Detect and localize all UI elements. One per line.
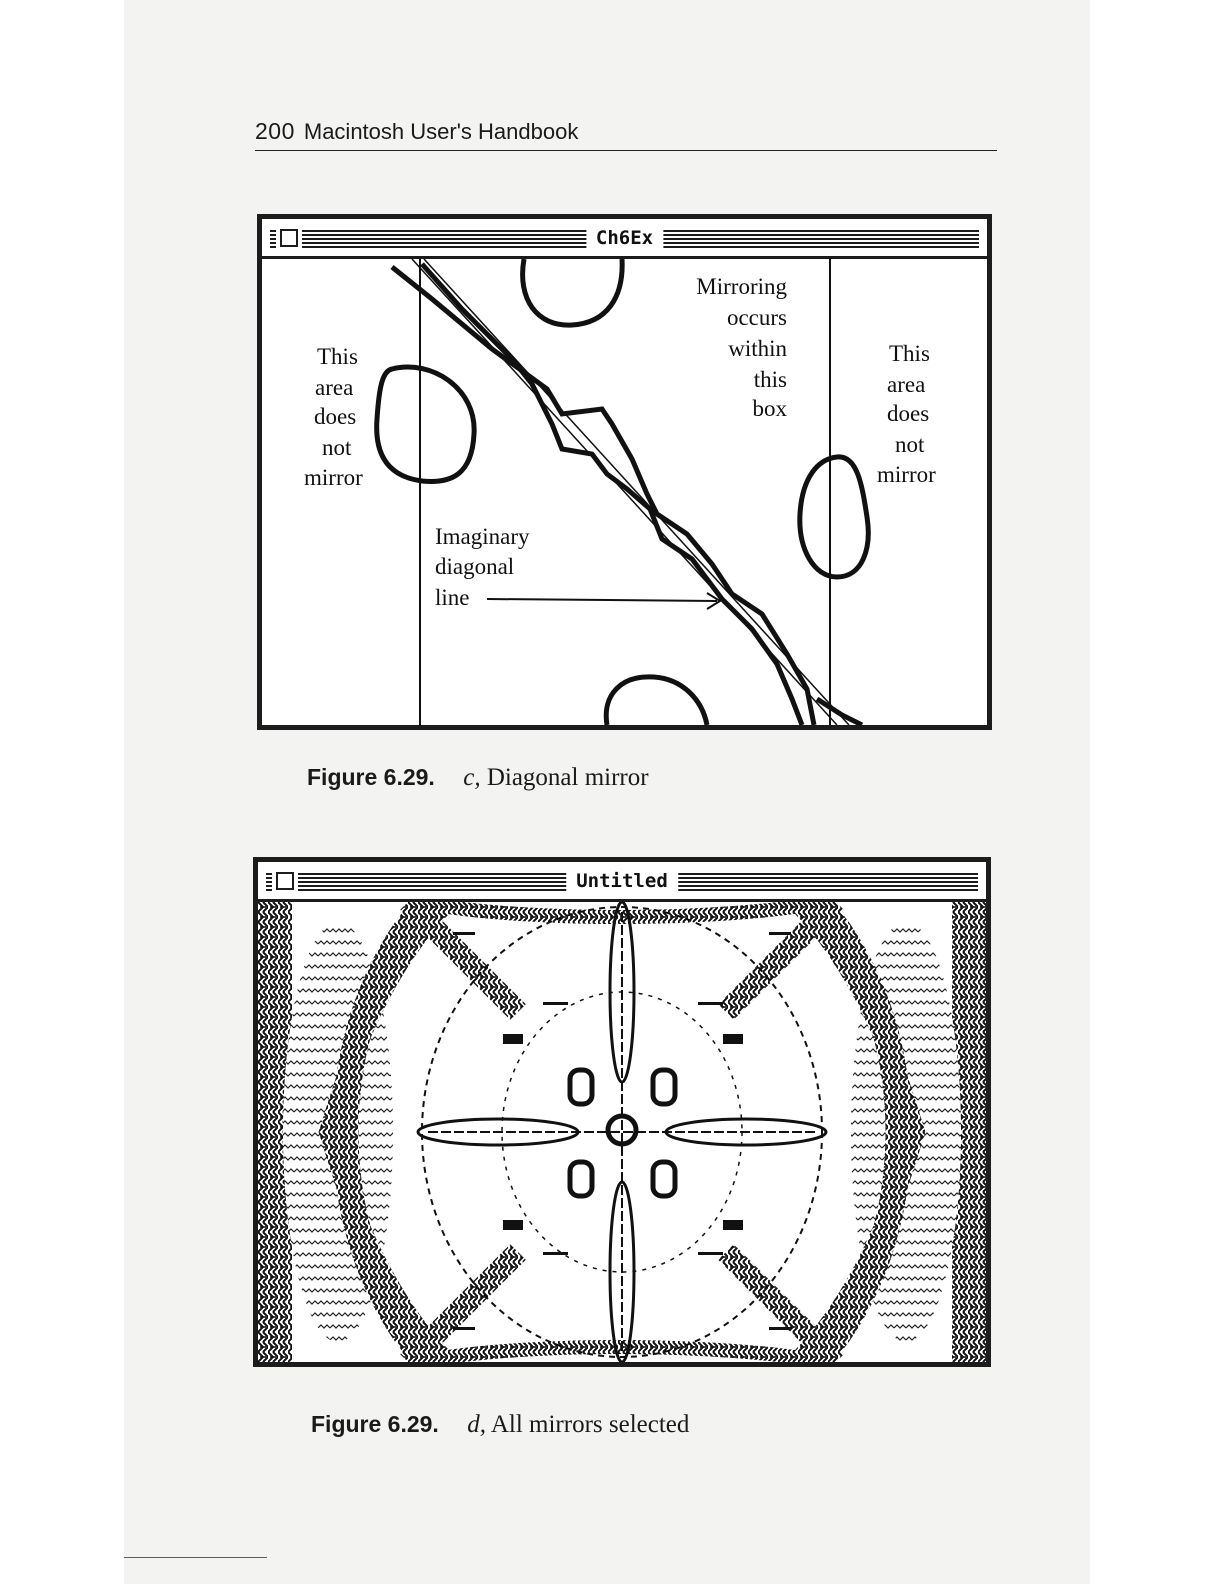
mirror-box-line-2: occurs [726,305,787,330]
book-title: Macintosh User's Handbook [303,119,579,144]
right-area-line-1: This [889,341,930,366]
mirror-box-line-1: Mirroring [696,274,787,299]
diagonal-label-line-2: diagonal [435,554,515,579]
figure-letter: c, [463,764,481,791]
figure-caption-text: Diagonal mirror [486,764,649,791]
blob-right [800,457,868,577]
drawing-canvas[interactable] [258,902,986,1362]
figure-label: Figure 6.29. [311,1411,439,1437]
diagonal-label-line-3: line [435,585,470,610]
right-area-line-5: mirror [877,462,936,487]
figure-label: Figure 6.29. [307,764,435,790]
figure-letter: d, [467,1411,486,1438]
blob-bottom [606,677,707,725]
close-box-icon[interactable] [276,872,294,890]
ring-top-left [570,1070,592,1104]
drawing-canvas[interactable] [262,259,987,725]
right-area-line-3: does [887,401,930,426]
blob-left [377,367,474,481]
window-titlebar[interactable] [262,219,987,259]
page-number: 200 [255,118,295,144]
diagonal-label-line-1: Imaginary [435,524,530,549]
figure-caption-text: All mirrors selected [490,1411,690,1438]
diagonal-mirror-drawing [262,259,987,725]
window-title: Ch6Ex [586,225,663,251]
mirror-box-line-4: this [753,367,787,392]
mirror-box-line-5: box [752,396,787,421]
blob-top [523,259,623,325]
macpaint-window-untitled [253,857,991,1367]
figure-caption-c [307,764,649,792]
left-area-line-1: This [317,344,358,369]
running-head [255,118,997,151]
right-area-line-4: not [895,432,925,457]
mirror-box-line-3: within [728,336,787,361]
all-mirrors-pattern [258,902,986,1362]
arrow-line [487,599,717,601]
macpaint-window-ch6ex [257,214,992,730]
right-area-line-2: area [887,372,926,397]
figure-caption-d [311,1411,689,1439]
ring-bottom-right [653,1162,675,1196]
left-area-line-3: does [314,404,357,429]
close-box-icon[interactable] [280,229,298,247]
ring-bottom-left [570,1162,592,1196]
window-title: Untitled [566,868,678,894]
ring-top-right [653,1070,675,1104]
left-area-line-5: mirror [304,465,363,490]
left-area-line-2: area [315,375,354,400]
left-area-line-4: not [322,435,352,460]
footer-rule [124,1557,267,1558]
window-titlebar[interactable] [258,862,986,902]
freehand-stroke-tail [817,699,862,725]
